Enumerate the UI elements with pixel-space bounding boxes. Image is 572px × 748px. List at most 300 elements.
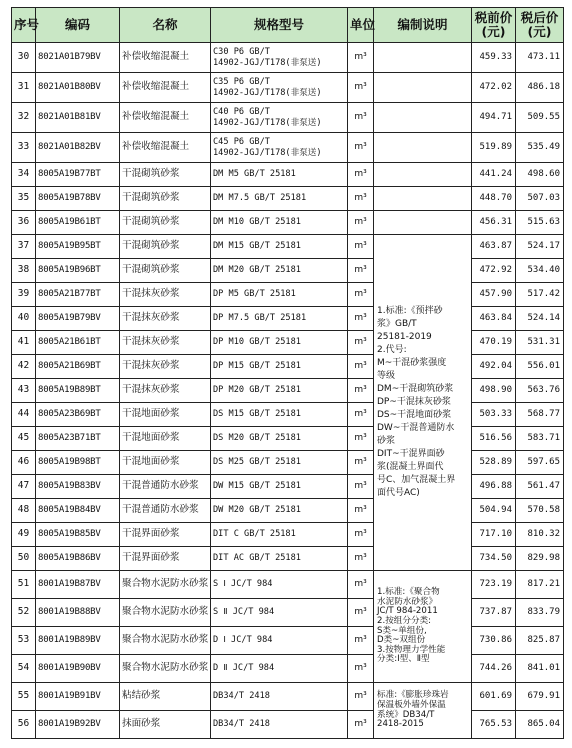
header-code: 编码: [36, 8, 120, 43]
row-post-tax: 534.40: [516, 259, 564, 283]
row-name: 干混抹灰砂浆: [120, 379, 211, 403]
table-row: [12, 43, 564, 73]
row-name: 补偿收缩混凝土: [120, 133, 211, 163]
row-seq: 43: [12, 379, 36, 403]
row-spec: [211, 711, 348, 739]
notes-line: DS~干混地面砂浆: [377, 410, 452, 420]
row-seq: 47: [12, 475, 36, 499]
row-name: 干混普通防水砂浆: [120, 499, 211, 523]
row-code: 8021A01B79BV: [36, 43, 120, 73]
header-post-tax-unit: (元): [527, 24, 552, 39]
row-pre-tax: 528.89: [472, 451, 516, 475]
row-pre-tax: 744.26: [472, 655, 516, 683]
row-post-tax: 515.63: [516, 211, 564, 235]
row-spec-line: 14902-JGJ/T178(非泵送): [213, 117, 322, 128]
row-pre-tax: 503.33: [472, 403, 516, 427]
table-row: [12, 403, 564, 427]
notes-line: D类~双组份: [377, 635, 426, 646]
row-unit: m³: [348, 451, 374, 475]
row-spec-line: DM M5 GB/T 25181: [213, 169, 296, 179]
row-name: 干混砌筑砂浆: [120, 211, 211, 235]
row-pre-tax: 492.04: [472, 355, 516, 379]
notes-line: 25181-2019: [377, 332, 432, 342]
header-unit: 单位: [348, 8, 374, 43]
row-name: 干混砌筑砂浆: [120, 235, 211, 259]
table-row: [12, 307, 564, 331]
row-post-tax: 507.03: [516, 187, 564, 211]
table-row: [12, 235, 564, 259]
row-code: 8001A19B90BV: [36, 655, 120, 683]
row-desc-empty: [374, 133, 472, 163]
row-code: 8021A01B80BV: [36, 73, 120, 103]
row-unit: m³: [348, 235, 374, 259]
table-row: [12, 599, 564, 627]
row-post-tax: 597.65: [516, 451, 564, 475]
row-post-tax: 810.32: [516, 523, 564, 547]
row-spec: [211, 307, 348, 331]
row-code: 8001A19B88BV: [36, 599, 120, 627]
row-code: 8005A23B69BT: [36, 403, 120, 427]
notes-line: JC/T 984-2011: [377, 606, 438, 617]
table-row: [12, 187, 564, 211]
row-name: 干混抹灰砂浆: [120, 355, 211, 379]
row-pre-tax: 441.24: [472, 163, 516, 187]
header-seq: 序号: [12, 8, 36, 43]
row-spec-line: DM M7.5 GB/T 25181: [213, 193, 307, 203]
row-code: 8005A19B61BT: [36, 211, 120, 235]
row-seq: 44: [12, 403, 36, 427]
row-spec-line: DP M15 GB/T 25181: [213, 361, 301, 371]
row-code: 8001A19B92BV: [36, 711, 120, 739]
row-unit: m³: [348, 133, 374, 163]
row-spec: [211, 235, 348, 259]
row-post-tax: 561.47: [516, 475, 564, 499]
row-pre-tax: 459.33: [472, 43, 516, 73]
row-post-tax: 531.31: [516, 331, 564, 355]
row-code: 8001A19B89BV: [36, 627, 120, 655]
table-row: [12, 571, 564, 599]
row-pre-tax: 516.56: [472, 427, 516, 451]
row-spec-line: D Ⅰ JC/T 984: [213, 635, 273, 645]
notes-insulation: [374, 683, 472, 739]
row-spec-line: DP M20 GB/T 25181: [213, 385, 301, 395]
row-spec: [211, 43, 348, 73]
notes-line: 号C、加气混凝土界: [377, 475, 456, 485]
row-name: 干混普通防水砂浆: [120, 475, 211, 499]
row-code: 8005A21B77BT: [36, 283, 120, 307]
table-row: [12, 259, 564, 283]
row-seq: 49: [12, 523, 36, 547]
header-post-tax-line: 税后价: [520, 10, 559, 25]
row-spec: [211, 283, 348, 307]
row-pre-tax: 765.53: [472, 711, 516, 739]
row-name: 粘结砂浆: [120, 683, 211, 711]
row-code: 8005A19B86BV: [36, 547, 120, 571]
row-post-tax: 825.87: [516, 627, 564, 655]
row-name: 干混抹灰砂浆: [120, 283, 211, 307]
row-unit: m³: [348, 259, 374, 283]
row-name: 干混界面砂浆: [120, 523, 211, 547]
row-spec: [211, 355, 348, 379]
notes-line: 等级: [377, 371, 396, 381]
table-row: [12, 103, 564, 133]
row-pre-tax: 494.71: [472, 103, 516, 133]
notes-line: DM~干混砌筑砂浆: [377, 384, 454, 394]
row-seq: 34: [12, 163, 36, 187]
table-row: [12, 211, 564, 235]
row-post-tax: 524.14: [516, 307, 564, 331]
row-name: 干混砌筑砂浆: [120, 187, 211, 211]
notes-line: 1.标准:《预拌砂: [377, 306, 443, 316]
row-code: 8005A19B77BT: [36, 163, 120, 187]
row-unit: m³: [348, 307, 374, 331]
notes-line: 砂浆: [377, 436, 396, 446]
row-seq: 37: [12, 235, 36, 259]
row-pre-tax: 472.92: [472, 259, 516, 283]
row-unit: m³: [348, 523, 374, 547]
row-pre-tax: 463.84: [472, 307, 516, 331]
row-spec-line: C35 P6 GB/T: [213, 76, 270, 87]
row-code: 8005A21B61BT: [36, 331, 120, 355]
row-spec-line: 14902-JGJ/T178(非泵送): [213, 147, 322, 158]
row-unit: m³: [348, 331, 374, 355]
row-post-tax: 817.21: [516, 571, 564, 599]
row-name: 干混地面砂浆: [120, 451, 211, 475]
row-unit: m³: [348, 571, 374, 599]
row-unit: m³: [348, 499, 374, 523]
row-unit: m³: [348, 163, 374, 187]
price-table: [11, 7, 564, 739]
notes-line: 浆》GB/T: [377, 319, 417, 329]
row-code: 8005A19B83BV: [36, 475, 120, 499]
row-post-tax: 841.01: [516, 655, 564, 683]
row-unit: m³: [348, 403, 374, 427]
row-spec-line: DIT AC GB/T 25181: [213, 553, 301, 563]
notes-line: 标准:《膨胀珍珠岩: [377, 690, 449, 701]
row-unit: m³: [348, 683, 374, 711]
table-row: [12, 523, 564, 547]
row-post-tax: 473.11: [516, 43, 564, 73]
row-spec: [211, 523, 348, 547]
row-code: 8005A19B85BV: [36, 523, 120, 547]
header-spec: 规格型号: [211, 8, 348, 43]
notes-line: 浆(混凝土界面代: [377, 462, 444, 472]
row-spec-line: DP M5 GB/T 25181: [213, 289, 296, 299]
row-post-tax: 865.04: [516, 711, 564, 739]
row-spec: [211, 259, 348, 283]
row-post-tax: 570.58: [516, 499, 564, 523]
row-post-tax: 556.01: [516, 355, 564, 379]
header-post-tax: [516, 8, 564, 43]
row-name: 干混砌筑砂浆: [120, 259, 211, 283]
row-pre-tax: 457.90: [472, 283, 516, 307]
row-spec-line: DIT C GB/T 25181: [213, 529, 296, 539]
table-row: [12, 355, 564, 379]
table-row: [12, 73, 564, 103]
row-seq: 32: [12, 103, 36, 133]
table-row: [12, 427, 564, 451]
notes-line: 水泥防水砂浆》: [377, 596, 438, 607]
row-post-tax: 833.79: [516, 599, 564, 627]
notes-line: 2418-2015: [377, 719, 424, 730]
row-name: 聚合物水泥防水砂浆: [120, 627, 211, 655]
row-seq: 56: [12, 711, 36, 739]
row-spec-line: C40 P6 GB/T: [213, 106, 270, 117]
row-spec: [211, 499, 348, 523]
row-name: 聚合物水泥防水砂浆: [120, 655, 211, 683]
row-spec: [211, 451, 348, 475]
row-unit: m³: [348, 283, 374, 307]
row-name: 补偿收缩混凝土: [120, 43, 211, 73]
row-spec-line: D Ⅱ JC/T 984: [213, 663, 275, 673]
notes-line: 面代号AC): [377, 488, 420, 498]
row-spec-line: DP M10 GB/T 25181: [213, 337, 301, 347]
row-seq: 52: [12, 599, 36, 627]
row-desc-empty: [374, 163, 472, 187]
row-unit: m³: [348, 379, 374, 403]
table-row: [12, 711, 564, 739]
header-pre-tax-line: 税前价: [474, 10, 513, 25]
row-unit: m³: [348, 73, 374, 103]
notes-line: 2.按组分分类:: [377, 615, 432, 626]
row-spec-line: DB34/T 2418: [213, 719, 270, 729]
row-code: 8001A19B91BV: [36, 683, 120, 711]
row-code: 8021A01B82BV: [36, 133, 120, 163]
row-spec: [211, 103, 348, 133]
notes-line: 分类:Ⅰ型、Ⅱ型: [377, 654, 430, 665]
row-name: 干混抹灰砂浆: [120, 331, 211, 355]
row-unit: m³: [348, 547, 374, 571]
row-code: 8021A01B81BV: [36, 103, 120, 133]
table-row: [12, 451, 564, 475]
row-pre-tax: 601.69: [472, 683, 516, 711]
row-name: 干混地面砂浆: [120, 427, 211, 451]
header-pre-tax: [472, 8, 516, 43]
table-row: [12, 283, 564, 307]
row-unit: m³: [348, 355, 374, 379]
row-seq: 42: [12, 355, 36, 379]
table-row: [12, 379, 564, 403]
row-spec: [211, 331, 348, 355]
row-post-tax: 679.91: [516, 683, 564, 711]
row-unit: m³: [348, 187, 374, 211]
row-pre-tax: 496.88: [472, 475, 516, 499]
row-post-tax: 563.76: [516, 379, 564, 403]
row-spec-line: C45 P6 GB/T: [213, 136, 270, 147]
row-post-tax: 498.60: [516, 163, 564, 187]
row-post-tax: 568.77: [516, 403, 564, 427]
row-pre-tax: 472.02: [472, 73, 516, 103]
row-desc-empty: [374, 73, 472, 103]
row-name: 抹面砂浆: [120, 711, 211, 739]
notes-line: DW~干混普通防水: [377, 423, 455, 433]
row-seq: 39: [12, 283, 36, 307]
row-name: 补偿收缩混凝土: [120, 73, 211, 103]
row-desc-empty: [374, 103, 472, 133]
row-name: 聚合物水泥防水砂浆: [120, 571, 211, 599]
table-row: [12, 331, 564, 355]
row-spec-line: C30 P6 GB/T: [213, 46, 270, 57]
row-spec-line: DM M10 GB/T 25181: [213, 217, 301, 227]
row-name: 补偿收缩混凝土: [120, 103, 211, 133]
row-spec-line: 14902-JGJ/T178(非泵送): [213, 57, 322, 68]
row-name: 干混界面砂浆: [120, 547, 211, 571]
row-seq: 41: [12, 331, 36, 355]
row-spec: [211, 655, 348, 683]
row-spec: [211, 683, 348, 711]
row-spec-line: 14902-JGJ/T178(非泵送): [213, 87, 322, 98]
notes-line: 1.标准:《聚合物: [377, 587, 440, 598]
row-pre-tax: 498.90: [472, 379, 516, 403]
row-pre-tax: 717.10: [472, 523, 516, 547]
row-post-tax: 583.71: [516, 427, 564, 451]
row-seq: 54: [12, 655, 36, 683]
row-seq: 30: [12, 43, 36, 73]
row-unit: m³: [348, 43, 374, 73]
table-row: [12, 627, 564, 655]
row-spec: [211, 379, 348, 403]
row-code: 8005A19B89BT: [36, 379, 120, 403]
row-spec: [211, 599, 348, 627]
row-seq: 53: [12, 627, 36, 655]
notes-line: M~干混砂浆强度: [377, 358, 447, 368]
row-seq: 36: [12, 211, 36, 235]
row-code: 8005A19B84BV: [36, 499, 120, 523]
price-table-sheet: [11, 7, 563, 734]
row-post-tax: 509.55: [516, 103, 564, 133]
row-seq: 45: [12, 427, 36, 451]
table-row: [12, 499, 564, 523]
table-row: [12, 655, 564, 683]
row-spec: [211, 427, 348, 451]
row-spec: [211, 475, 348, 499]
row-unit: m³: [348, 103, 374, 133]
row-post-tax: 524.17: [516, 235, 564, 259]
row-seq: 31: [12, 73, 36, 103]
row-spec-line: DM M15 GB/T 25181: [213, 241, 301, 251]
row-name: 干混抹灰砂浆: [120, 307, 211, 331]
row-spec-line: DW M15 GB/T 25181: [213, 481, 301, 491]
row-post-tax: 829.98: [516, 547, 564, 571]
row-spec-line: DS M15 GB/T 25181: [213, 409, 301, 419]
row-unit: m³: [348, 475, 374, 499]
table-row: [12, 683, 564, 711]
notes-line: 3.按物理力学性能: [377, 644, 446, 655]
notes-line: DP~干混抹灰砂浆: [377, 397, 451, 407]
row-seq: 55: [12, 683, 36, 711]
row-pre-tax: 519.89: [472, 133, 516, 163]
row-pre-tax: 737.87: [472, 599, 516, 627]
row-spec: [211, 211, 348, 235]
row-unit: m³: [348, 711, 374, 739]
row-pre-tax: 723.19: [472, 571, 516, 599]
row-name: 聚合物水泥防水砂浆: [120, 599, 211, 627]
row-desc-empty: [374, 187, 472, 211]
notes-mortar: [374, 235, 472, 571]
row-spec-line: S Ⅱ JC/T 984: [213, 607, 275, 617]
row-unit: m³: [348, 599, 374, 627]
row-pre-tax: 734.50: [472, 547, 516, 571]
table-row: [12, 475, 564, 499]
row-seq: 38: [12, 259, 36, 283]
row-spec: [211, 571, 348, 599]
row-desc-empty: [374, 43, 472, 73]
row-seq: 48: [12, 499, 36, 523]
row-code: 8005A19B95BT: [36, 235, 120, 259]
header-name: 名称: [120, 8, 211, 43]
row-spec-line: DB34/T 2418: [213, 691, 270, 701]
table-body: [12, 43, 564, 739]
row-spec: [211, 187, 348, 211]
row-unit: m³: [348, 211, 374, 235]
notes-line: 系统》DB34/T: [377, 709, 435, 720]
row-unit: m³: [348, 427, 374, 451]
row-code: 8005A19B79BV: [36, 307, 120, 331]
row-code: 8001A19B87BV: [36, 571, 120, 599]
header-desc: 编制说明: [374, 8, 472, 43]
row-name: 干混砌筑砂浆: [120, 163, 211, 187]
row-pre-tax: 448.70: [472, 187, 516, 211]
header-row: [12, 8, 564, 43]
row-unit: m³: [348, 627, 374, 655]
row-seq: 51: [12, 571, 36, 599]
row-post-tax: 517.42: [516, 283, 564, 307]
row-pre-tax: 730.86: [472, 627, 516, 655]
row-seq: 46: [12, 451, 36, 475]
row-spec-line: DS M20 GB/T 25181: [213, 433, 301, 443]
row-spec-line: DW M20 GB/T 25181: [213, 505, 301, 515]
row-seq: 50: [12, 547, 36, 571]
row-spec-line: DP M7.5 GB/T 25181: [213, 313, 307, 323]
row-pre-tax: 463.87: [472, 235, 516, 259]
notes-line: S类~单组份,: [377, 625, 427, 636]
row-spec: [211, 403, 348, 427]
row-post-tax: 486.18: [516, 73, 564, 103]
row-spec: [211, 627, 348, 655]
row-post-tax: 535.49: [516, 133, 564, 163]
row-pre-tax: 470.19: [472, 331, 516, 355]
row-code: 8005A19B78BV: [36, 187, 120, 211]
notes-line: DIT~干混界面砂: [377, 449, 445, 459]
row-pre-tax: 504.94: [472, 499, 516, 523]
notes-line: 保温板外墙外保温: [377, 699, 446, 710]
row-desc-empty: [374, 211, 472, 235]
row-seq: 35: [12, 187, 36, 211]
row-code: 8005A21B69BT: [36, 355, 120, 379]
row-spec: [211, 547, 348, 571]
row-spec: [211, 73, 348, 103]
row-seq: 33: [12, 133, 36, 163]
row-code: 8005A23B71BT: [36, 427, 120, 451]
row-spec-line: DS M25 GB/T 25181: [213, 457, 301, 467]
row-pre-tax: 456.31: [472, 211, 516, 235]
row-spec-line: DM M20 GB/T 25181: [213, 265, 301, 275]
row-name: 干混地面砂浆: [120, 403, 211, 427]
table-row: [12, 163, 564, 187]
notes-polymer: [374, 571, 472, 683]
row-code: 8005A19B98BT: [36, 451, 120, 475]
table-row: [12, 133, 564, 163]
row-spec-line: S Ⅰ JC/T 984: [213, 579, 273, 589]
row-spec: [211, 163, 348, 187]
row-unit: m³: [348, 655, 374, 683]
notes-line: 2.代号:: [377, 345, 407, 355]
table-row: [12, 547, 564, 571]
row-spec: [211, 133, 348, 163]
row-seq: 40: [12, 307, 36, 331]
row-code: 8005A19B96BT: [36, 259, 120, 283]
header-pre-tax-unit: (元): [481, 24, 506, 39]
